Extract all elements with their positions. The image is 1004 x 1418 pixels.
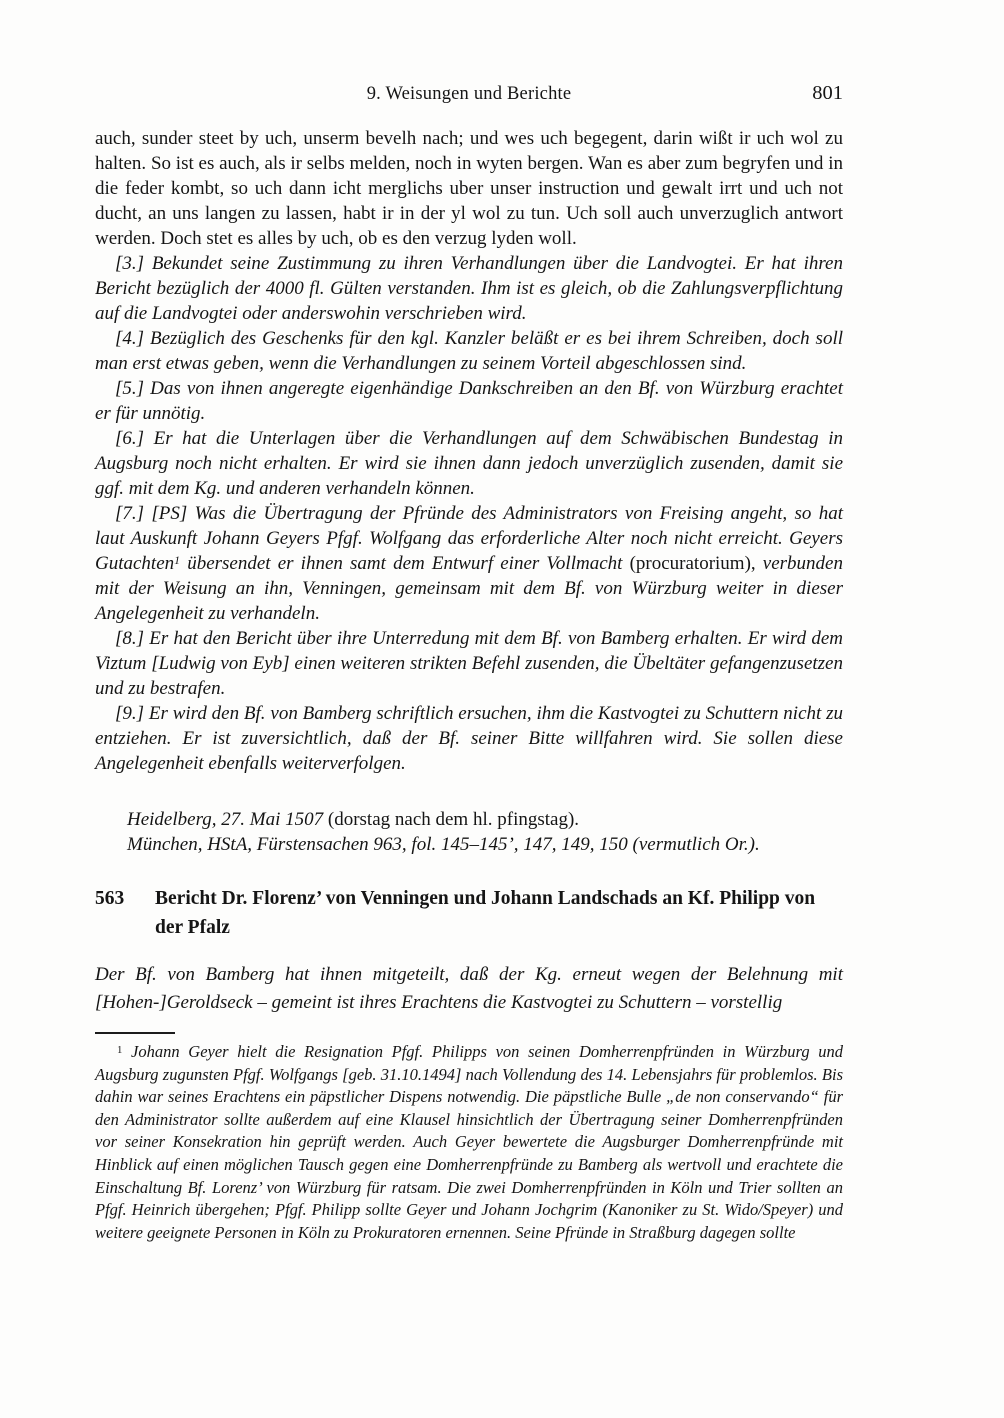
continuation-paragraph: auch, sunder steet by uch, unserm bevelh nach; und wes uch begegent, darin wißt ir uch wol zu halten. So ist es auch, als ir selbs melden, noch in wyten bergen. Wan es aber zum begryfen und in die feder kombt, so uch dann icht merglichs uber unser instruction und gewalt irrt und uch not ducht, an uns langen zu lassen, habt ir in der yl wol zu tun. Uch soll auch unverzuglich antwort werden. Doch stet es alles by uch, ob es den verzug lyden woll. xyxy=(95,128,843,249)
dateline xyxy=(127,807,843,832)
source-line: München, HStA, Fürstensachen 963, fol. 145–145’, 147, 149, 150 (vermutlich Or.). xyxy=(127,834,760,855)
document-number: 563 xyxy=(95,888,125,909)
footnote-marker: 1 xyxy=(117,1043,123,1056)
footnote xyxy=(95,1041,843,1244)
dateline-place-date: Heidelberg, 27. Mai 1507 xyxy=(127,809,324,830)
paragraph-7-text: [7.] [PS] Was die Übertragung der Pfründe des Administrators von Freising angeht, so hat laut Auskunft Johann Geyers Pfgf. Wolfgang das erforderliche Alter noch nicht erreicht. Geyers Gutachten xyxy=(95,503,843,574)
running-title: 9. Weisungen und Berichte xyxy=(366,84,572,104)
latin-term: (procuratorium), xyxy=(629,553,763,574)
paragraph-7-text: verbunden mit der Weisung an ihn, Venningen, gemeinsam mit dem Bf. von Würzburg weiter in dieser Angelegenheit zu verhandeln. xyxy=(95,553,843,624)
page-header xyxy=(95,84,843,110)
page-number: 801 xyxy=(812,82,843,104)
footnote-separator xyxy=(95,1032,175,1034)
footnote-reference: 1 xyxy=(174,553,181,567)
text-block xyxy=(95,84,843,1244)
dateline-block xyxy=(127,807,843,857)
document-title: Bericht Dr. Florenz’ von Venningen und Johann Landschads an Kf. Philipp von der Pfalz xyxy=(155,888,816,938)
numbered-paragraph-8: [8.] Er hat den Bericht über ihre Unterredung mit dem Bf. von Bamberg erhalten. Er wird dem Viztum [Ludwig von Eyb] einen weiteren strikten Befehl zusenden, die Übeltäter gefangenzusetzen und zu bestrafen. xyxy=(95,628,843,699)
document-heading xyxy=(95,884,843,942)
numbered-paragraph-4: [4.] Bezüglich des Geschenks für den kgl. Kanzler beläßt er es bei ihrem Schreiben, doch soll man erst etwas geben, wenn die Verhandlungen zu seinem Vorteil abgeschlossen sind. xyxy=(95,328,843,374)
document-562-body xyxy=(95,126,843,776)
numbered-paragraph-3: [3.] Bekundet seine Zustimmung zu ihren Verhandlungen über die Landvogtei. Er hat ihren Bericht bezüglich der 4000 fl. Gülten verstanden. Ihm ist es gleich, ob die Zahlungsverpflichtung auf die Landvogtei oder anderswohin verschrieben wird. xyxy=(95,253,843,324)
numbered-paragraph-9: [9.] Er wird den Bf. von Bamberg schriftlich ersuchen, ihm die Kastvogtei zu Schuttern nicht zu entziehen. Er ist zuversichtlich, daß der Bf. seiner Bitte willfahren wird. Sie sollen diese Angelegenheit ebenfalls weiterverfolgen. xyxy=(95,703,843,774)
footnote-text: Johann Geyer hielt die Resignation Pfgf. Philipps von seinen Domherrenpfründen in Würzburg und Augsburg zugunsten Pfgf. Wolfgangs [geb. 31.10.1494] nach Vollendung des 14. Lebensjahrs für problemlos. Bis dahin war seines Erachtens ein päpstlicher Dispens notwendig. Die päpstliche Bulle „de non conservando“ für den Administrator sollte außerdem auf eine Klausel hinsichtlich der Übertragung seiner Domherrenpfründen vor seiner Konsekration hin geprüft werden. Auch Geyer bewertete die Augsburger Domherrenpfründe mit Hinblick auf einen möglichen Tausch gegen eine Domherrenpfründe zu Bamberg als wertvoll und erachtete die Einschaltung Bf. Lorenz’ von Würzburg für ratsam. Die zwei Domherrenpfründen in Köln und Trier sollten an Pfgf. Heinrich übergehen; Pfgf. Philipp sollte Geyer und Johann Jochgrim (Kanoniker zu St. Wido/Speyer) und weitere geeignete Personen in Köln zu Prokuratoren ernennen. Seine Pfründe in Straßburg dagegen sollte xyxy=(95,1042,843,1242)
paragraph-7-text: übersendet er ihnen samt dem Entwurf einer Vollmacht xyxy=(180,553,630,574)
numbered-paragraph-7 xyxy=(95,501,843,626)
dateline-note: (dorstag nach dem hl. pfingstag). xyxy=(323,809,580,830)
numbered-paragraph-5: [5.] Das von ihnen angeregte eigenhändige Dankschreiben an den Bf. von Würzburg erachtet er für unnötig. xyxy=(95,378,843,424)
numbered-paragraph-6: [6.] Er hat die Unterlagen über die Verhandlungen auf dem Schwäbischen Bundestag in Augsburg noch nicht erhalten. Er wird sie ihnen dann jedoch unverzüglich zusenden, damit sie ggf. mit dem Kg. und anderen verhandeln können. xyxy=(95,428,843,499)
summary-paragraph: Der Bf. von Bamberg hat ihnen mitgeteilt, daß der Kg. erneut wegen der Belehnung mit [Hohen-]Geroldseck – gemeint ist ihres Erachtens die Kastvogtei zu Schuttern – vorstellig xyxy=(95,964,843,1013)
